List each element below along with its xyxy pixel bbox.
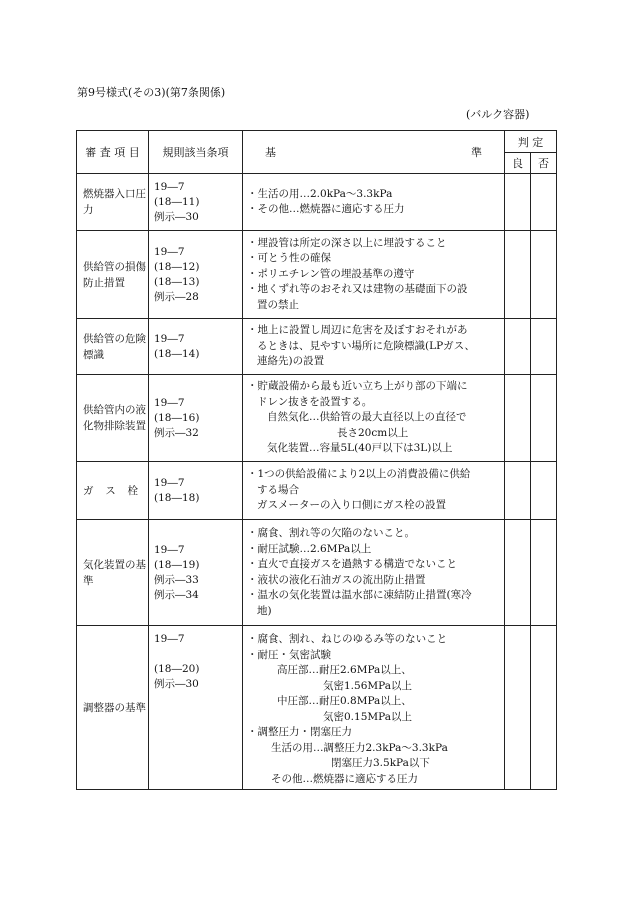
- judgment-good-cell[interactable]: [505, 626, 531, 790]
- criteria-line: ・直火で直接ガスを過熱する構造でないこと: [247, 558, 457, 570]
- ref-line: (18―12): [154, 260, 200, 273]
- row-criteria: [243, 375, 505, 462]
- criteria-line: ドレン抜きを設置する。: [257, 395, 373, 408]
- criteria-line: 高圧部…耐圧2.6MPa以上、: [277, 664, 412, 676]
- inspection-table: [76, 130, 557, 790]
- criteria-line: 地): [257, 604, 272, 617]
- criteria-line: ・その他…燃焼器に適応する圧力: [247, 203, 405, 215]
- judgment-bad-cell[interactable]: [531, 462, 557, 520]
- ref-line: 19―7: [154, 332, 185, 345]
- row-refs: [149, 462, 243, 520]
- criteria-line: ・耐圧・気密試験: [247, 648, 331, 661]
- ref-line: 19―7: [154, 543, 185, 556]
- row-item: 供給管内の液化物排除装置: [77, 375, 149, 462]
- ref-line: (18―19): [154, 558, 200, 571]
- criteria-line: ガスメーターの入り口側にガス栓の設置: [257, 499, 446, 512]
- criteria-line: その他…燃焼器に適応する圧力: [271, 772, 418, 785]
- ref-line: 19―7: [154, 245, 185, 258]
- ref-line: (18―18): [154, 491, 200, 504]
- table-row: [77, 174, 557, 231]
- ref-line: 例示―28: [154, 290, 199, 303]
- criteria-line: ・温水の気化装置は温水部に凍結防止措置(寒冷: [247, 589, 472, 601]
- criteria-line: ・腐食、割れ等の欠陥のないこと。: [247, 527, 415, 539]
- ref-line: (18―16): [154, 411, 200, 424]
- header-criteria-right: 準: [471, 146, 482, 159]
- criteria-line: 連絡先)の設置: [257, 355, 325, 368]
- row-refs: [149, 375, 243, 462]
- criteria-line: ・液状の液化石油ガスの流出防止措置: [247, 573, 426, 586]
- table-row: [77, 462, 557, 520]
- ref-line: (18―14): [154, 347, 200, 360]
- criteria-line: 閉塞圧力3.5kPa以下: [331, 757, 430, 769]
- row-refs: [149, 231, 243, 319]
- criteria-line: 自然気化…供給管の最大直径以上の直径で: [267, 411, 467, 424]
- row-item: 供給管の損傷防止措置: [77, 231, 149, 319]
- criteria-line: ・腐食、割れ、ねじのゆるみ等のないこと: [247, 633, 448, 645]
- ref-line: (18―11): [154, 195, 200, 208]
- judgment-bad-cell[interactable]: [531, 520, 557, 626]
- judgment-good-cell[interactable]: [505, 462, 531, 520]
- row-item: 燃焼器入口圧力: [77, 174, 149, 231]
- criteria-line: 長さ20cm以上: [337, 426, 409, 439]
- row-item: 供給管の危険標識: [77, 319, 149, 375]
- row-refs: [149, 626, 243, 790]
- header-bad: 否: [531, 153, 557, 174]
- ref-line: 例示―32: [154, 426, 199, 439]
- judgment-bad-cell[interactable]: [531, 626, 557, 790]
- row-refs: [149, 319, 243, 375]
- item-char: ス: [105, 485, 116, 497]
- judgment-good-cell[interactable]: [505, 319, 531, 375]
- ref-line: 19―7: [154, 476, 185, 489]
- header-criteria-left: 基: [265, 146, 276, 159]
- ref-line: 例示―33: [154, 573, 199, 586]
- item-char: ガ: [83, 485, 94, 497]
- header-judgment: 判 定: [505, 131, 557, 153]
- header-item: 審 査 項 目: [77, 131, 149, 174]
- criteria-line: ・1つの供給設備により2以上の消費設備に供給: [247, 468, 471, 481]
- criteria-line: るときは、見やすい場所に危険標識(LPガス、: [257, 339, 475, 352]
- judgment-good-cell[interactable]: [505, 231, 531, 319]
- ref-line: 19―7: [154, 396, 185, 409]
- judgment-bad-cell[interactable]: [531, 319, 557, 375]
- judgment-bad-cell[interactable]: [531, 174, 557, 231]
- ref-line: (18―20): [154, 663, 200, 675]
- criteria-line: 中圧部…耐圧0.8MPa以上、: [277, 695, 412, 707]
- judgment-good-cell[interactable]: [505, 375, 531, 462]
- table-row: [77, 375, 557, 462]
- criteria-line: ・埋設管は所定の深さ以上に埋設すること: [247, 236, 447, 249]
- judgment-good-cell[interactable]: [505, 520, 531, 626]
- row-criteria: [243, 626, 505, 790]
- criteria-line: 生活の用…調整圧力2.3kPa～3.3kPa: [271, 741, 448, 754]
- row-criteria: [243, 462, 505, 520]
- criteria-line: ・可とう性の確保: [247, 252, 331, 265]
- ref-line: 19―7: [154, 633, 185, 645]
- table-row: [77, 231, 557, 319]
- row-criteria: [243, 319, 505, 375]
- ref-line: 例示―34: [154, 588, 199, 601]
- criteria-line: ・生活の用…2.0kPa～3.3kPa: [247, 187, 393, 200]
- item-char: 栓: [127, 485, 138, 497]
- row-item: 気化装置の基準: [77, 520, 149, 626]
- criteria-line: 気密0.15MPa以上: [323, 710, 412, 723]
- table-row: [77, 319, 557, 375]
- criteria-line: ・貯蔵設備から最も近い立ち上がり部の下端に: [247, 380, 468, 393]
- header-good: 良: [505, 153, 531, 174]
- ref-line: 19―7: [154, 180, 185, 193]
- row-refs: [149, 520, 243, 626]
- row-item: 調整器の基準: [77, 626, 149, 790]
- criteria-line: ・耐圧試験…2.6MPa以上: [247, 542, 372, 555]
- ref-line: 例示―30: [154, 678, 199, 690]
- form-title: 第9号様式(その3)(第7条関係): [77, 86, 226, 99]
- row-criteria: [243, 520, 505, 626]
- criteria-line: ・調整圧力・閉塞圧力: [247, 726, 352, 738]
- ref-line: 例示―30: [154, 210, 199, 223]
- criteria-line: ・地くずれ等のおそれ又は建物の基礎面下の設: [247, 283, 468, 296]
- row-item: [77, 462, 149, 520]
- row-refs: [149, 174, 243, 231]
- row-criteria: [243, 174, 505, 231]
- criteria-line: 気化装置…容量5L(40戸以下は3L)以上: [267, 442, 453, 455]
- row-criteria: [243, 231, 505, 319]
- header-criteria: [243, 131, 505, 174]
- criteria-line: 置の禁止: [257, 298, 299, 311]
- header-reference: 規則該当条項: [149, 131, 243, 174]
- judgment-bad-cell[interactable]: [531, 375, 557, 462]
- criteria-line: 気密1.56MPa以上: [323, 679, 412, 692]
- ref-line: (18―13): [154, 275, 200, 288]
- table-row: [77, 626, 557, 790]
- criteria-line: ・ポリエチレン管の埋設基準の遵守: [247, 267, 415, 280]
- judgment-good-cell[interactable]: [505, 174, 531, 231]
- judgment-bad-cell[interactable]: [531, 231, 557, 319]
- form-subtitle: (バルク容器): [466, 108, 530, 121]
- table-row: [77, 520, 557, 626]
- criteria-line: ・地上に設置し周辺に危害を及ぼすおそれがあ: [247, 324, 468, 337]
- criteria-line: する場合: [257, 483, 299, 496]
